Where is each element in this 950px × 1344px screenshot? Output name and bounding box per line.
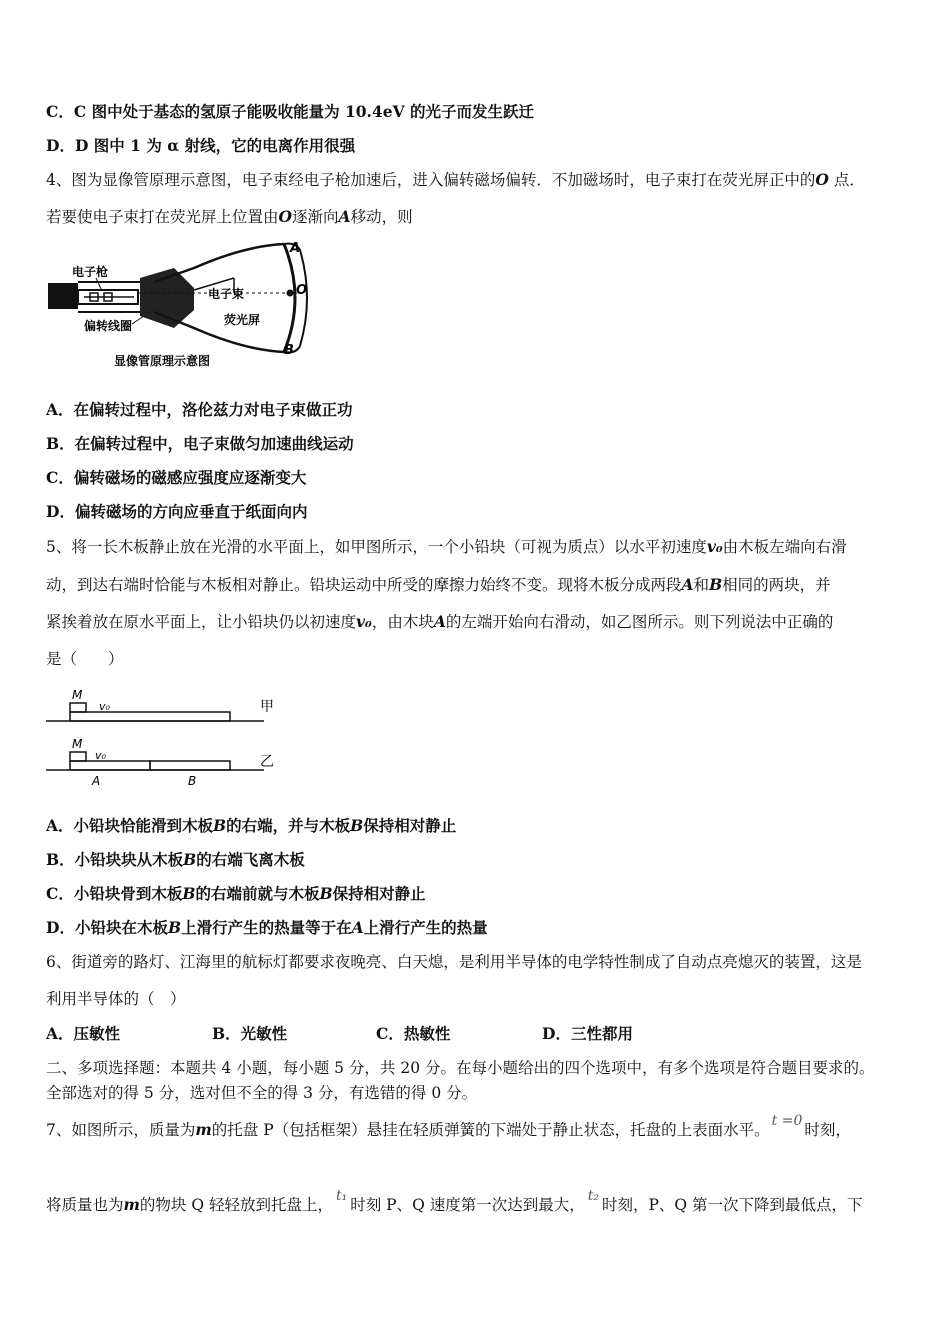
q6-option-b: B．光敏性 — [212, 1024, 288, 1043]
q7-stem-line2: 将质量也为m的物块 Q 轻轻放到托盘上， t₁ 时刻 P、Q 速度第一次达到最大， t₂ 时刻，P、Q 第一次下降到最低点，下 — [46, 1188, 863, 1214]
block-m-yi — [70, 752, 86, 761]
q5-stem-line4: 是（ ） — [46, 650, 124, 668]
crt-diagram — [44, 238, 314, 378]
q4-option-d: D．偏转磁场的方向应垂直于纸面向内 — [46, 502, 308, 521]
plank-b — [150, 761, 230, 770]
label-b: B — [188, 774, 197, 788]
q5-stem-line1: 5、将一长木板静止放在光滑的水平面上，如甲图所示，一个小铅块（可视为质点）以水平初速度v₀由木板左端向右滑 — [46, 537, 847, 556]
crt-point-o — [287, 290, 294, 297]
q4-option-c: C．偏转磁场的磁感应强度应逐渐变大 — [46, 468, 307, 487]
q5-option-a: A．小铅块恰能滑到木板B的右端，并与木板B保持相对静止 — [46, 816, 457, 835]
plank-a — [70, 761, 150, 770]
label-yi: 乙 — [260, 754, 274, 770]
q6-stem-line2: 利用半导体的（ ） — [46, 990, 186, 1008]
label-m-yi: M — [72, 737, 83, 751]
q4-option-a: A．在偏转过程中，洛伦兹力对电子束做正功 — [46, 400, 353, 419]
label-a: A — [92, 774, 101, 788]
q6-option-d: D．三性都用 — [542, 1024, 633, 1043]
q5-option-c: C．小铅块骨到木板B的右端前就与木板B保持相对静止 — [46, 884, 426, 903]
q4-stem-line2: 若要使电子束打在荧光屏上位置由O逐渐向A移动，则 — [46, 207, 413, 226]
section2-instructions-line1: 二、多项选择题：本题共 4 小题，每小题 5 分，共 20 分。在每小题给出的四个选项中，有多个选项是符合题目要求的。 — [46, 1059, 875, 1077]
crt-label-screen: 荧光屏 — [224, 313, 261, 327]
q6-options — [46, 1023, 633, 1045]
q5-option-b: B．小铅块块从木板B的右端飞离木板 — [46, 850, 305, 869]
crt-label-gun: 电子枪 — [72, 265, 109, 279]
q3-option-c: C．C 图中处于基态的氢原子能吸收能量为 10.4eV 的光子而发生跃迁 — [46, 102, 535, 121]
section2-instructions-line2: 全部选对的得 5 分，选对但不全的得 3 分，有选错的得 0 分。 — [46, 1084, 478, 1102]
label-m-jia: M — [72, 688, 83, 702]
q5-stem-line3: 紧挨着放在原水平面上，让小铅块仍以初速度v₀，由木块A的左端开始向右滑动，如乙图所示。则下列说法中正确的 — [46, 612, 834, 631]
label-v0-yi: v₀ — [95, 749, 106, 762]
q7-stem-line1: 7、如图所示，质量为m的托盘 P（包括框架）悬挂在轻质弹簧的下端处于静止状态，托盘的上表面水平。 t =0 时刻， — [46, 1113, 851, 1139]
q5-stem-line2: 动，到达右端时恰能与木板相对静止。铅块运动中所受的摩擦力始终不变。现将木板分成两段A和B相同的两块，并 — [46, 575, 831, 594]
crt-label-a: A — [290, 241, 301, 256]
q3-option-d: D．D 图中 1 为 α 射线，它的电离作用很强 — [46, 136, 356, 155]
q6-stem-line1: 6、街道旁的路灯、江海里的航标灯都要求夜晚亮、白天熄，是利用半导体的电学特性制成了自动点亮熄灭的装置，这是 — [46, 953, 862, 971]
crt-label-caption: 显像管原理示意图 — [114, 354, 211, 368]
q6-option-c: C．热敏性 — [376, 1024, 451, 1043]
q6-option-a: A．压敏性 — [46, 1024, 121, 1043]
crt-label-b: B — [284, 343, 294, 358]
crt-label-o: O — [296, 283, 308, 298]
block-m-jia — [70, 703, 86, 712]
crt-gun-body — [48, 283, 78, 309]
plank-jia — [70, 712, 230, 721]
q4-stem-line1: 4、图为显像管原理示意图，电子束经电子枪加速后，进入偏转磁场偏转．不加磁场时，电子束打在荧光屏正中的O 点． — [46, 170, 865, 189]
crt-screen — [284, 244, 295, 352]
crt-label-coil: 偏转线圈 — [84, 319, 133, 333]
q4-option-b: B．在偏转过程中，电子束做匀加速曲线运动 — [46, 434, 354, 453]
plank-diagram — [44, 682, 284, 790]
label-jia: 甲 — [260, 699, 274, 715]
crt-label-beam: 电子束 — [208, 287, 245, 301]
crt-funnel — [154, 244, 284, 282]
q5-option-d: D．小铅块在木板B上滑行产生的热量等于在A上滑行产生的热量 — [46, 918, 488, 937]
label-v0-jia: v₀ — [99, 700, 110, 713]
